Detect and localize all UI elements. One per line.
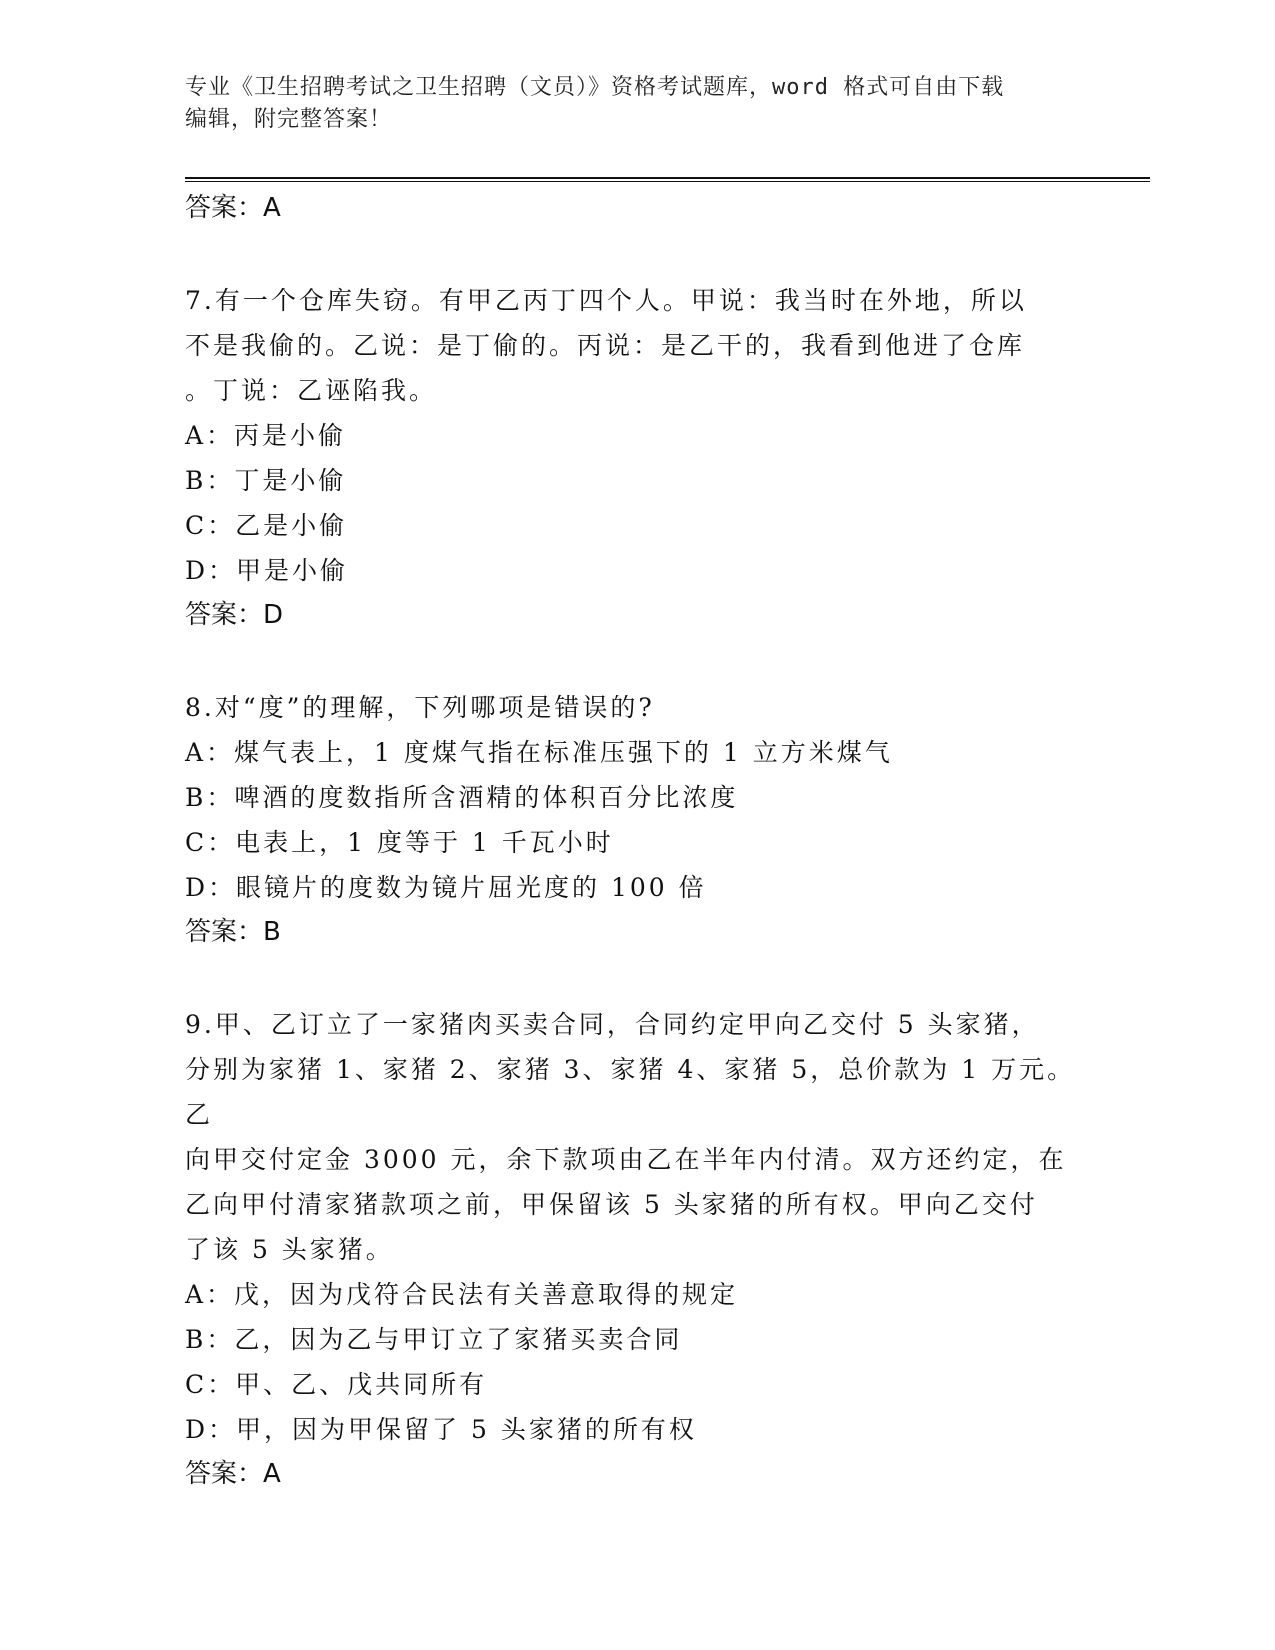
question-9-option-a: A：戊，因为戊符合民法有关善意取得的规定 [185, 1280, 739, 1309]
question-8-option-d: D：眼镜片的度数为镜片屈光度的 100 倍 [185, 873, 707, 902]
question-8-option-c: C：电表上，1 度等于 1 千瓦小时 [185, 828, 614, 857]
question-7-line-1: 7.有一个仓库失窃。有甲乙丙丁四个人。甲说：我当时在外地，所以 [185, 286, 1027, 315]
question-7-option-c: C：乙是小偷 [185, 511, 348, 540]
spacer [185, 230, 1085, 278]
question-9-text [185, 1002, 1085, 1272]
question-7-option-b: B：丁是小偷 [185, 466, 347, 495]
question-8-line-1: 8.对“度”的理解，下列哪项是错误的? [185, 693, 655, 722]
question-7-line-3: 。丁说：乙诬陷我。 [185, 376, 438, 405]
question-8-option-b: B：啤酒的度数指所含酒精的体积百分比浓度 [185, 783, 739, 812]
previous-answer: 答案：A [185, 193, 281, 223]
question-9-line-4: 乙向甲付清家猪款项之前，甲保留该 5 头家猪的所有权。甲向乙交付 [185, 1190, 1038, 1219]
header-line-2: 编辑，附完整答案！ [185, 107, 393, 132]
question-list [185, 186, 1085, 1496]
question-8-text [185, 685, 1085, 730]
question-8-answer: 答案：B [185, 917, 281, 947]
document-header [185, 72, 1085, 136]
question-9-line-5: 了该 5 头家猪。 [185, 1235, 394, 1264]
question-9-option-c: C：甲、乙、戊共同所有 [185, 1370, 488, 1399]
question-7-option-a: A：丙是小偷 [185, 421, 347, 450]
question-9-line-3: 向甲交付定金 3000 元，余下款项由乙在半年内付清。双方还约定，在 [185, 1145, 1067, 1174]
question-9 [185, 1002, 1085, 1496]
spacer [185, 637, 1085, 685]
question-7-text [185, 278, 1085, 413]
question-9-line-1: 9.甲、乙订立了一家猪肉买卖合同，合同约定甲向乙交付 5 头家猪， [185, 1010, 1040, 1039]
question-9-option-b: B：乙，因为乙与甲订立了家猪买卖合同 [185, 1325, 683, 1354]
question-8 [185, 685, 1085, 954]
question-7 [185, 278, 1085, 637]
question-9-option-d: D：甲，因为甲保留了 5 头家猪的所有权 [185, 1415, 697, 1444]
question-8-option-a: A：煤气表上，1 度煤气指在标准压强下的 1 立方米煤气 [185, 738, 893, 767]
question-9-line-2: 分别为家猪 1、家猪 2、家猪 3、家猪 4、家猪 5，总价款为 1 万元。乙 [185, 1055, 1076, 1129]
question-9-answer: 答案：A [185, 1459, 281, 1489]
question-7-option-d: D：甲是小偷 [185, 556, 349, 585]
question-7-line-2: 不是我偷的。乙说：是丁偷的。丙说：是乙干的，我看到他进了仓库 [185, 331, 1026, 360]
header-line-1: 专业《卫生招聘考试之卫生招聘（文员）》资格考试题库，word 格式可自由下载 [185, 75, 1005, 100]
question-7-answer: 答案：D [185, 600, 284, 630]
header-divider [185, 177, 1150, 182]
spacer [185, 954, 1085, 1002]
